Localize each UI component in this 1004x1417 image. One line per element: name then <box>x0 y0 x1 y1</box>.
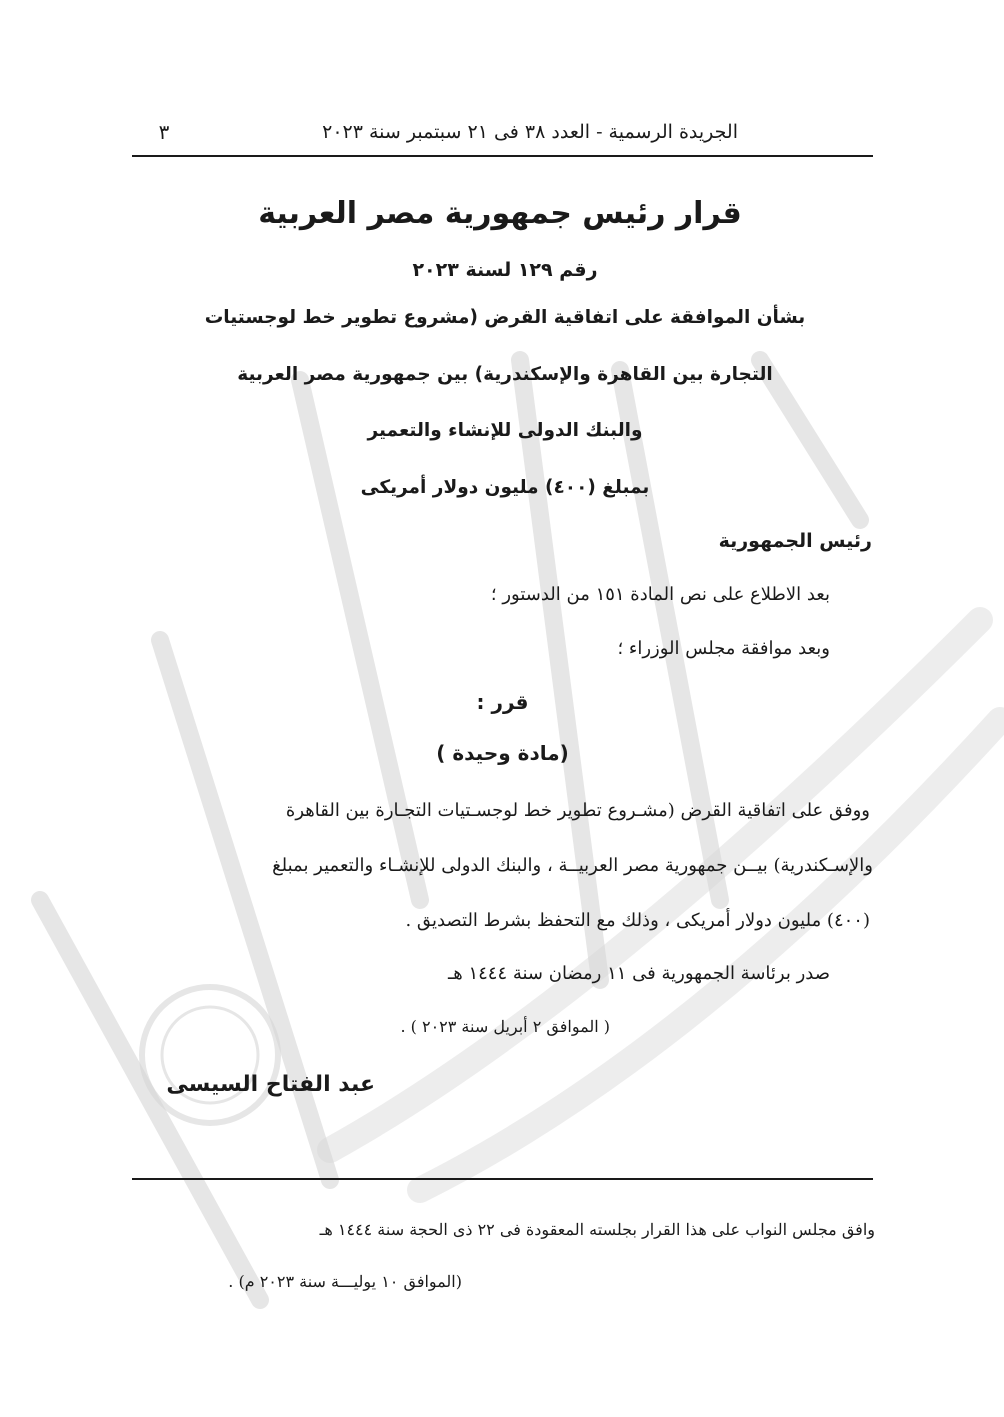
subject-line-1: بشأن الموافقة على اتفاقية القرض (مشروع تطوير خط لوجستيات <box>204 307 806 328</box>
issued-line: صدر برئاسة الجمهورية فى ١١ رمضان سنة ١٤٤٤ هـ <box>447 963 830 984</box>
subject-line-3: والبنك الدولى للإنشاء والتعمير <box>367 420 643 441</box>
article-heading: (مادة وحيدة ) <box>436 741 569 765</box>
article-line-2: والإسـكندرية) بيــن جمهورية مصر العربيــة ، والبنك الدولى للإنشـاء والتعمير بمبلغ <box>272 855 873 876</box>
header-divider <box>132 155 873 157</box>
footnote-line-1: وافق مجلس النواب على هذا القرار بجلسته المعقودة فى ٢٢ ذى الحجة سنة ١٤٤٤ هـ <box>319 1220 875 1239</box>
footnote-line-2: (الموافق ١٠ يوليـــة سنة ٢٠٢٣ م) . <box>228 1272 462 1291</box>
recital-2: وبعد موافقة مجلس الوزراء ؛ <box>617 638 830 659</box>
decree-title: قرار رئيس جمهورية مصر العربية <box>258 196 742 231</box>
article-line-1: ووفق على اتفاقية القرض (مشـروع تطوير خط لوجسـتيات التجـارة بين القاهرة <box>285 800 870 821</box>
footnote-divider <box>132 1178 873 1180</box>
article-line-3: (٤٠٠) مليون دولار أمريكى ، وذلك مع التحفظ بشرط التصديق . <box>405 910 870 931</box>
corresponding-date: ( الموافق ٢ أبريل سنة ٢٠٢٣ ) . <box>400 1017 610 1036</box>
subject-line-4: بمبلغ (٤٠٠) مليون دولار أمريكى <box>360 477 650 498</box>
recital-1: بعد الاطلاع على نص المادة ١٥١ من الدستور ؛ <box>490 584 830 605</box>
page-number: ٣ <box>158 120 170 144</box>
running-header: الجريدة الرسمية - العدد ٣٨ فى ٢١ سبتمبر سنة ٢٠٢٣ <box>322 121 738 143</box>
issuer-heading: رئيس الجمهورية <box>718 530 872 552</box>
signature: عبد الفتاح السيسى <box>166 1072 375 1097</box>
decree-number: رقم ١٢٩ لسنة ٢٠٢٣ <box>412 259 598 281</box>
decided-heading: قرر : <box>476 690 529 714</box>
subject-line-2: التجارة بين القاهرة والإسكندرية) بين جمهورية مصر العربية <box>237 364 773 385</box>
